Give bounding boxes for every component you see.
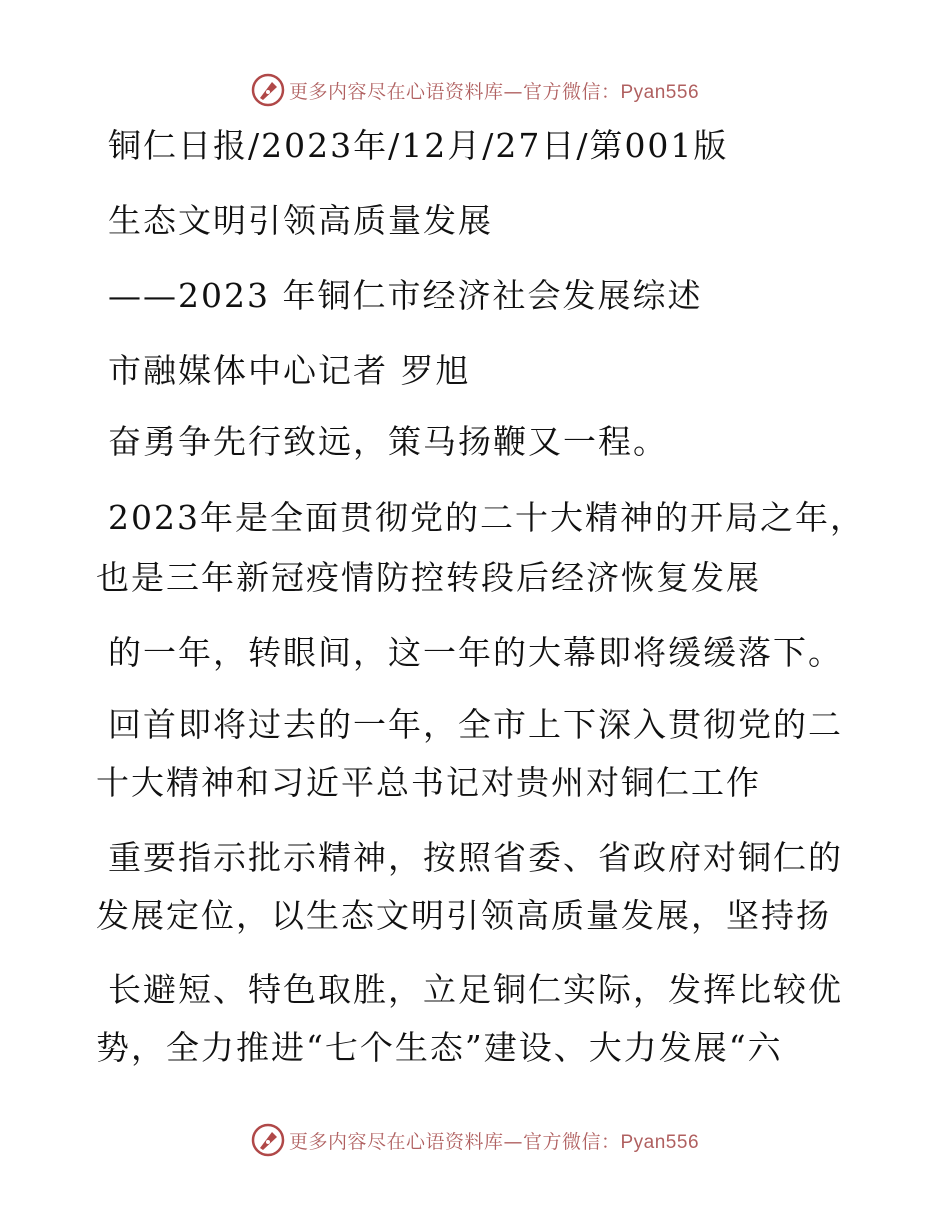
article-paragraph-line: 也是三年新冠疫情防控转段后经济恢复发展 [96,558,761,597]
article-paragraph-line: 的一年，转眼间，这一年的大幕即将缓缓落下。 [108,633,843,672]
watermark-text: 更多内容尽在心语资料库—官方微信：Pyan556 [288,80,700,103]
watermark-wechat-id: Pyan556 [620,81,700,103]
article-title: 生态文明引领高质量发展 [108,201,493,240]
article-paragraph-line: 长避短、特色取胜，立足铜仁实际，发挥比较优 [108,970,843,1009]
watermark-header [0,70,950,110]
pen-nib-circle-icon [251,73,285,107]
article-paragraph-line: 2023年是全面贯彻党的二十大精神的开局之年， [108,498,865,537]
article-paragraph-line: 重要指示批示精神，按照省委、省政府对铜仁的 [108,838,843,877]
article-byline: 市融媒体中心记者 罗旭 [108,351,471,390]
watermark-footer [0,1120,950,1160]
article-paragraph-line: 十大精神和习近平总书记对贵州对铜仁工作 [96,763,761,802]
watermark-text: 更多内容尽在心语资料库—官方微信：Pyan556 [288,1130,700,1153]
article-source-line: 铜仁日报/2023年/12月/27日/第001版 [108,126,729,165]
watermark-wechat-id: Pyan556 [620,1131,700,1153]
article-paragraph-line: 回首即将过去的一年，全市上下深入贯彻党的二 [108,705,843,744]
pen-nib-circle-icon [251,1123,285,1157]
article-paragraph-line: 发展定位，以生态文明引领高质量发展，坚持扬 [96,896,831,935]
article-subtitle: ——2023 年铜仁市经济社会发展综述 [108,276,703,315]
article-paragraph-line: 奋勇争先行致远，策马扬鞭又一程。 [108,422,668,461]
article-paragraph-line: 势，全力推进“七个生态”建设、大力发展“六 [96,1028,783,1067]
